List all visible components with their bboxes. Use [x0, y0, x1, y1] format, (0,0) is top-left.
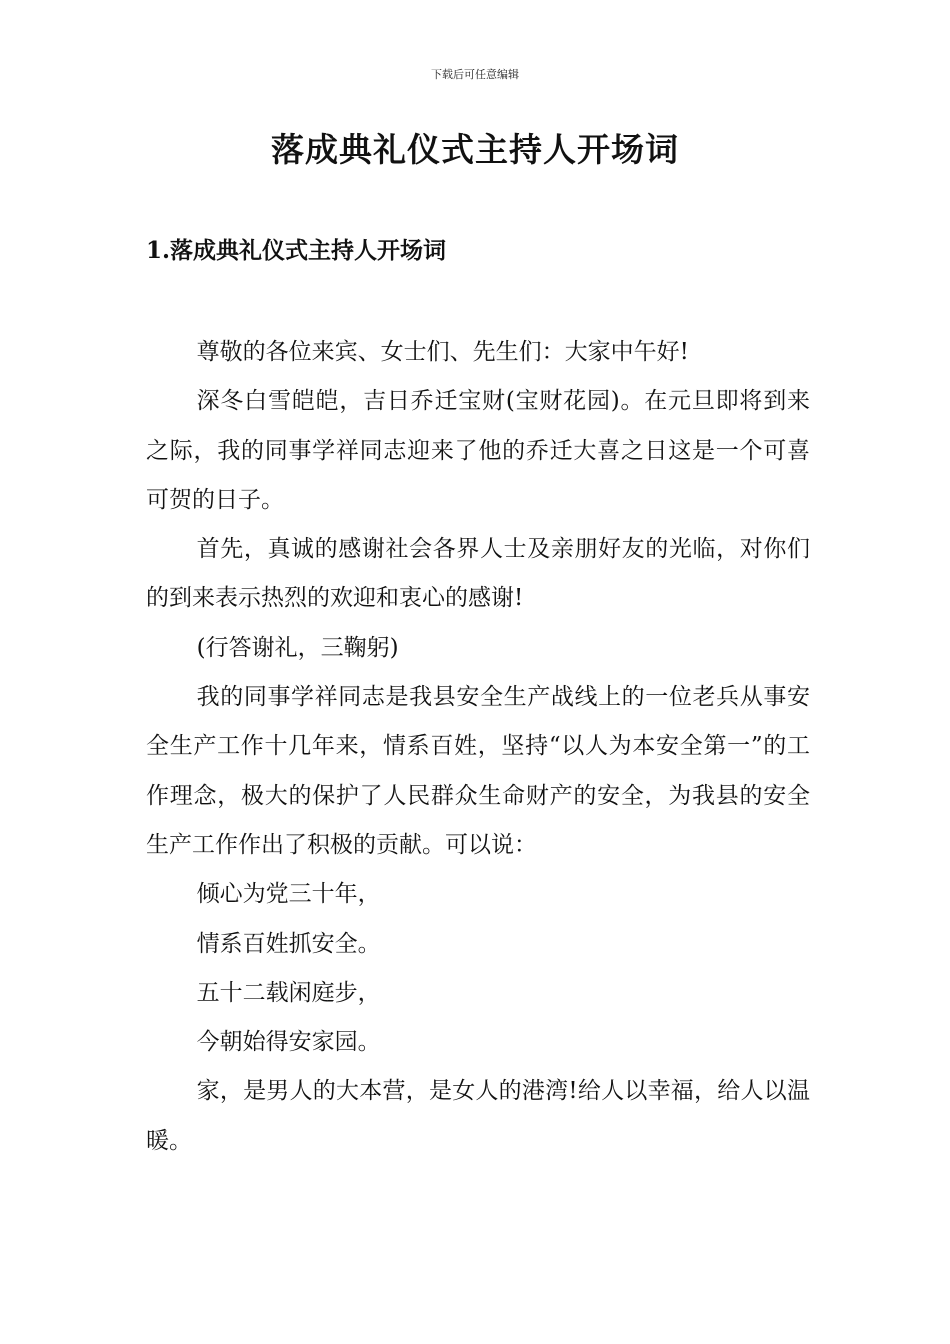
paragraph-bow: (行答谢礼，三鞠躬) [196, 634, 399, 661]
paragraph-colleague: 我的同事学祥同志是我县安全生产战线上的一位老兵从事安全生产工作十几年来，情系百姓，坚持“以人为本安全第一”的工作理念，极大的保护了人民群众生命财产的安全，为我县的安全生产工作作出了积极的贡献。可以说： [146, 684, 810, 858]
paragraph-thanks: 首先，真诚的感谢社会各界人士及亲朋好友的光临，对你们的到来表示热烈的欢迎和衷心的感谢! [146, 536, 810, 612]
header-note: 下载后可任意编辑 [431, 68, 519, 81]
section-heading: 1.落成典礼仪式主持人开场词 [146, 237, 447, 264]
paragraph-greeting: 尊敬的各位来宾、女士们、先生们：大家中午好! [196, 339, 689, 365]
paragraph-home: 家，是男人的大本营，是女人的港湾!给人以幸福，给人以温暖。 [146, 1078, 810, 1154]
document-title: 落成典礼仪式主持人开场词 [271, 130, 679, 169]
document-body [146, 328, 810, 1166]
poem-line-4: 今朝始得安家园。 [196, 1029, 381, 1056]
paragraph-occasion: 深冬白雪皑皑，吉日乔迁宝财(宝财花园)。在元旦即将到来之际，我的同事学祥同志迎来了他的乔迁大喜之日这是一个可喜可贺的日子。 [146, 388, 810, 513]
poem-line-1: 倾心为党三十年， [196, 881, 381, 908]
poem-line-3: 五十二载闲庭步， [196, 979, 381, 1006]
poem-line-2: 情系百姓抓安全。 [196, 930, 381, 957]
